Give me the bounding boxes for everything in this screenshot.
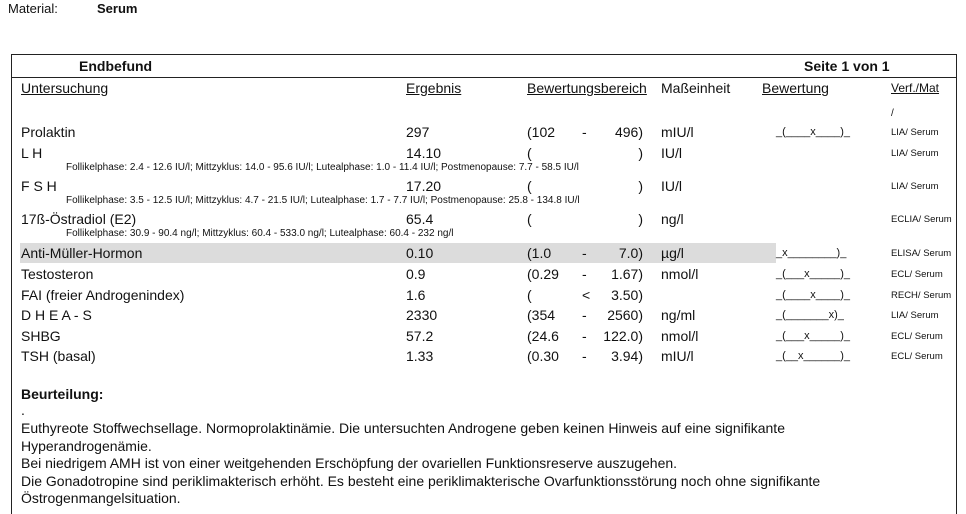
reference-note-e2: Follikelphase: 30.9 - 90.4 ng/l; Mittzyklus: 60.4 - 533.0 ng/l; Lutealphase: 60.4 - 232 ng/l xyxy=(66,228,454,239)
column-header-bewertung: Bewertung xyxy=(762,80,829,96)
test-unit: mIU/l xyxy=(661,124,694,140)
table-row xyxy=(12,264,956,284)
reference-note-fsh: Follikelphase: 3.5 - 12.5 IU/l; Mittzyklus: 4.7 - 21.5 IU/l; Lutealphase: 1.7 - 7.7 IU/l; Postmenopause: 25.8 - 134.8 IU/l xyxy=(66,195,580,206)
method-material: LIA/ Serum xyxy=(891,148,939,159)
method-material: LIA/ Serum xyxy=(891,127,939,138)
range-separator: < xyxy=(582,287,591,303)
method-material: ECL/ Serum xyxy=(891,331,943,342)
evaluation-marker: _(_______x)_ xyxy=(776,309,844,321)
test-name: D H E A - S xyxy=(21,307,92,323)
assessment-dot: . xyxy=(21,402,25,418)
range-separator: - xyxy=(582,307,587,323)
evaluation-marker: _(___x_____)_ xyxy=(776,268,851,280)
method-material: LIA/ Serum xyxy=(891,310,939,321)
test-name: 17ß-Östradiol (E2) xyxy=(21,211,137,227)
assessment-paragraph: Bei niedrigem AMH ist von einer weitgehenden Erschöpfung der ovariellen Funktionsreserve auszugehen. xyxy=(21,455,678,471)
range-low: (24.6 xyxy=(527,328,559,344)
assessment-paragraph: Die Gonadotropine sind periklimakterisch erhöht. Es besteht eine periklimakterische Ovarfunktionsstörung noch ohne signifikante Östrogenmangelsituation. xyxy=(21,472,821,506)
test-name: Anti-Müller-Hormon xyxy=(21,245,143,261)
column-header-slash: / xyxy=(891,108,894,119)
column-header-verf-mat: Verf./Mat xyxy=(891,81,940,95)
range-separator: - xyxy=(582,348,587,364)
method-material: ECL/ Serum xyxy=(891,269,943,280)
column-header-masseinheit: Maßeinheit xyxy=(661,80,731,96)
test-result: 0.9 xyxy=(406,266,426,282)
range-low: (0.29 xyxy=(527,266,559,282)
assessment-title: Beurteilung: xyxy=(21,386,104,402)
range-separator: - xyxy=(582,124,587,140)
range-high: ) xyxy=(638,211,643,227)
evaluation-marker: _(____x____)_ xyxy=(776,126,851,138)
material-label: Material: xyxy=(8,1,58,16)
table-row xyxy=(12,143,956,163)
range-high: ) xyxy=(638,145,643,161)
test-unit: IU/l xyxy=(661,178,682,194)
test-unit: IU/l xyxy=(661,145,682,161)
test-result: 0.10 xyxy=(406,245,434,261)
range-low: ( xyxy=(527,211,532,227)
test-name: Testosteron xyxy=(21,266,94,282)
test-unit: mIU/l xyxy=(661,348,694,364)
test-result: 17.20 xyxy=(406,178,442,194)
test-name: SHBG xyxy=(21,328,61,344)
range-low: (354 xyxy=(527,307,556,323)
test-result: 14.10 xyxy=(406,145,442,161)
evaluation-marker: _(___x_____)_ xyxy=(776,330,851,342)
table-row xyxy=(12,209,956,229)
range-low: ( xyxy=(527,287,532,303)
test-result: 57.2 xyxy=(406,328,434,344)
range-high: ) xyxy=(638,178,643,194)
method-material: LIA/ Serum xyxy=(891,181,939,192)
table-row xyxy=(12,285,956,305)
test-name: L H xyxy=(21,145,43,161)
range-separator: - xyxy=(582,266,587,282)
table-row xyxy=(12,346,956,366)
test-unit: ng/ml xyxy=(661,307,696,323)
test-unit: nmol/l xyxy=(661,266,699,282)
report-title: Endbefund xyxy=(79,58,153,74)
method-material: RECH/ Serum xyxy=(891,290,952,301)
range-high: 3.50) xyxy=(611,287,643,303)
method-material: ELISA/ Serum xyxy=(891,248,952,259)
table-row xyxy=(12,122,956,142)
range-low: ( xyxy=(527,178,532,194)
range-high: 496) xyxy=(614,124,643,140)
reference-note-lh: Follikelphase: 2.4 - 12.6 IU/l; Mittzyklus: 14.0 - 95.6 IU/l; Lutealphase: 1.0 - 11.4 IU/l; Postmenopause: 7.7 - 58.5 IU/l xyxy=(66,162,579,173)
test-result: 1.6 xyxy=(406,287,426,303)
test-unit: nmol/l xyxy=(661,328,699,344)
table-row xyxy=(12,305,956,325)
test-result: 1.33 xyxy=(406,348,434,364)
table-row xyxy=(12,176,956,196)
material-value: Serum xyxy=(97,1,138,16)
table-row-highlighted xyxy=(12,243,956,263)
range-low: (1.0 xyxy=(527,245,552,261)
test-result: 2330 xyxy=(406,307,438,323)
method-material: ECLIA/ Serum xyxy=(891,214,952,225)
range-high: 7.0) xyxy=(618,245,643,261)
method-material: ECL/ Serum xyxy=(891,351,943,362)
assessment-paragraph: Euthyreote Stoffwechsellage. Normoprolaktinämie. Die untersuchten Androgene geben keinen Hinweis auf eine signifikante Hyperandrogenämie. xyxy=(21,420,785,454)
page-indicator: Seite 1 von 1 xyxy=(804,58,890,74)
range-low: ( xyxy=(527,145,532,161)
range-high: 1.67) xyxy=(611,266,643,282)
column-header-ergebnis: Ergebnis xyxy=(406,80,462,96)
test-unit: µg/l xyxy=(661,245,684,261)
range-low: (0.30 xyxy=(527,348,559,364)
test-name: Prolaktin xyxy=(21,124,76,140)
assessment-text xyxy=(21,420,901,508)
range-high: 3.94) xyxy=(611,348,643,364)
evaluation-marker: _x________)_ xyxy=(776,247,847,259)
range-low: (102 xyxy=(527,124,556,140)
evaluation-marker: _(__x______)_ xyxy=(776,350,851,362)
test-name: F S H xyxy=(21,178,57,194)
range-high: 2560) xyxy=(607,307,643,323)
table-row xyxy=(12,326,956,346)
column-header-untersuchung: Untersuchung xyxy=(21,80,109,96)
test-unit: ng/l xyxy=(661,211,684,227)
test-result: 297 xyxy=(406,124,430,140)
test-result: 65.4 xyxy=(406,211,434,227)
range-high: 122.0) xyxy=(603,328,643,344)
evaluation-marker: _(____x____)_ xyxy=(776,289,851,301)
test-name: TSH (basal) xyxy=(21,348,96,364)
range-separator: - xyxy=(582,328,587,344)
column-header-bewertungsbereich: Bewertungsbereich xyxy=(527,80,647,96)
range-separator: - xyxy=(582,245,587,261)
test-name: FAI (freier Androgenindex) xyxy=(21,287,185,303)
